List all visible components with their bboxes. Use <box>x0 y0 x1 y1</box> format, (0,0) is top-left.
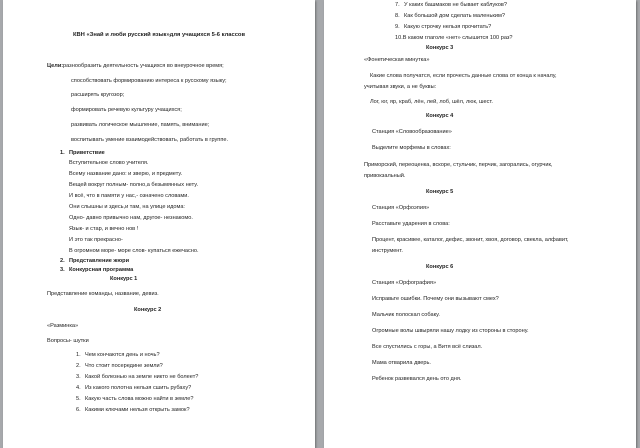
question-text: Какую часть слова можно найти в земле? <box>85 396 194 402</box>
goal-item: расширять кругозор; <box>71 92 125 98</box>
contest4-station: Станция «Словообразование» <box>372 129 452 135</box>
contest1-title: Конкурс 1 <box>110 276 138 282</box>
question-number: 2. <box>76 363 81 369</box>
question-number: 4. <box>76 385 81 391</box>
question-item <box>76 353 160 359</box>
contest3-words: Лог, юг, яр, краб, лён, лей, лоб, шёл, люк, шест. <box>370 99 493 105</box>
contest3-task-line: учитывая звуки, а не буквы: <box>364 84 437 90</box>
contest1-text: Представление команды, название, девиз. <box>47 291 159 297</box>
plan-item-greeting <box>60 151 105 157</box>
question-item <box>76 397 194 403</box>
question-item <box>76 408 190 414</box>
question-item <box>395 3 507 9</box>
question-number: 6. <box>76 407 81 413</box>
contest2-title: Конкурс 2 <box>134 307 162 313</box>
contest3-task-line: Какие слова получатся, если прочесть данные слова от конца к началу, <box>370 73 557 79</box>
poem-line: Вступительное слово учителя. <box>69 160 149 166</box>
plan-label: Конкурсная программа <box>69 267 134 273</box>
question-number: 1. <box>76 352 81 358</box>
goal-item: разнообразить деятельность учащихся во внеурочное время; <box>63 63 224 69</box>
contest6-title: Конкурс 6 <box>426 264 454 270</box>
poem-line: И это так прекрасно- <box>69 237 123 243</box>
plan-item-jury <box>60 259 129 265</box>
contest6-station: Станция «Орфография» <box>372 280 437 286</box>
questions-label: Вопросы- шутки <box>47 338 89 344</box>
question-number: 5. <box>76 396 81 402</box>
question-text: Какими ключами нельзя открыть замок? <box>85 407 190 413</box>
page-left <box>3 0 315 448</box>
contest2-subtitle: «Разминка» <box>47 323 79 329</box>
contest5-title: Конкурс 5 <box>426 189 454 195</box>
plan-number: 3. <box>60 267 65 273</box>
contest6-sentence: Мама отварила дверь. <box>372 360 431 366</box>
contest5-station: Станция «Орфоэпия» <box>372 205 430 211</box>
contest4-words-line: Приморский, переоценка, вскоре, стульчик, перчик, загорались, огурчик, <box>364 162 553 168</box>
poem-line: Язык- и стар, и вечно нов ! <box>69 226 139 232</box>
contest5-words-line: Процент, красивее, каталог, дефис, звонит, хвоя, договор, свекла, алфавит, <box>372 237 569 243</box>
question-number: 7. <box>395 2 400 8</box>
contest6-sentence: Ребенок развевался день ото дня. <box>372 376 462 382</box>
plan-label: Представление жюри <box>69 258 130 264</box>
goal-item: формировать речевую культуру учащихся; <box>71 107 182 113</box>
question-item <box>76 386 191 392</box>
question-number: 8. <box>395 13 400 19</box>
question-text: Что стоит посередине земли? <box>85 363 163 369</box>
contest6-sentence: Огромные волы швыряли нашу лодку из стороны в сторону. <box>372 328 529 334</box>
goal-item: способствовать формированию интереса к русскому языку; <box>71 78 227 84</box>
contest6-task: Исправьте ошибки. Почему они вызывают смех? <box>372 296 499 302</box>
contest6-sentence: Все спустились с горы, а Витя всё слизал. <box>372 344 483 350</box>
poem-line: И всё, что в памяти у нас,- означено словами. <box>69 193 189 199</box>
question-text: Как большой дом сделать маленьким? <box>404 13 505 19</box>
question-text: Какую строчку нельзя прочитать? <box>404 24 492 30</box>
goal-item: воспитывать умение взаимодействовать, работать в группе. <box>71 137 229 143</box>
plan-item-program <box>60 268 133 274</box>
question-text: Какой болезнью на земле никто не болеет? <box>85 374 199 380</box>
contest4-words-line: привокзальный. <box>364 173 406 179</box>
question-item <box>76 375 198 381</box>
document-title: КВН «Знай и люби русский язык»для учащихся 5-6 классов <box>72 32 246 38</box>
question-number: 10. <box>395 35 403 41</box>
plan-label: Приветствие <box>69 150 105 156</box>
contest5-words-line: инструмент. <box>372 248 403 254</box>
poem-line: Они слышны и здесь,и там, на улице идома: <box>69 204 185 210</box>
contest3-title: Конкурс 3 <box>426 45 454 51</box>
question-text: У каких башмаков не бывает каблуков? <box>404 2 507 8</box>
question-text: Из какого полотна нельзя сшить рубаху? <box>85 385 192 391</box>
poem-line: Вещей вокруг полным- полно,а безымянных нету. <box>69 182 198 188</box>
poem-line: В огромном море- море слов- купаться ежечасно. <box>69 248 199 254</box>
goals-label: Цели: <box>47 63 64 69</box>
question-item <box>395 14 505 20</box>
question-text: В каком глаголе «нет» слышится 100 раз? <box>402 35 513 41</box>
contest4-task: Выделите морфемы в словах: <box>372 145 451 151</box>
page-right <box>324 0 636 448</box>
question-item <box>76 364 163 370</box>
question-item <box>395 36 513 42</box>
question-number: 3. <box>76 374 81 380</box>
poem-line: Всему название дано: и зверю, и предмету. <box>69 171 183 177</box>
poem-line: Одно- давно привычно нам, другое- незнакомо. <box>69 215 193 221</box>
question-text: Чем кончаются день и ночь? <box>85 352 160 358</box>
plan-number: 2. <box>60 258 65 264</box>
contest4-title: Конкурс 4 <box>426 113 454 119</box>
question-item <box>395 25 491 31</box>
contest5-task: Расставьте ударения в слова: <box>372 221 450 227</box>
goal-item: развивать логическое мышление, память, внимание; <box>71 122 210 128</box>
question-number: 9. <box>395 24 400 30</box>
contest3-subtitle: «Фонетическая минутка» <box>364 57 430 63</box>
plan-number: 1. <box>60 150 65 156</box>
contest6-sentence: Мальчик полоскал собаку. <box>372 312 440 318</box>
